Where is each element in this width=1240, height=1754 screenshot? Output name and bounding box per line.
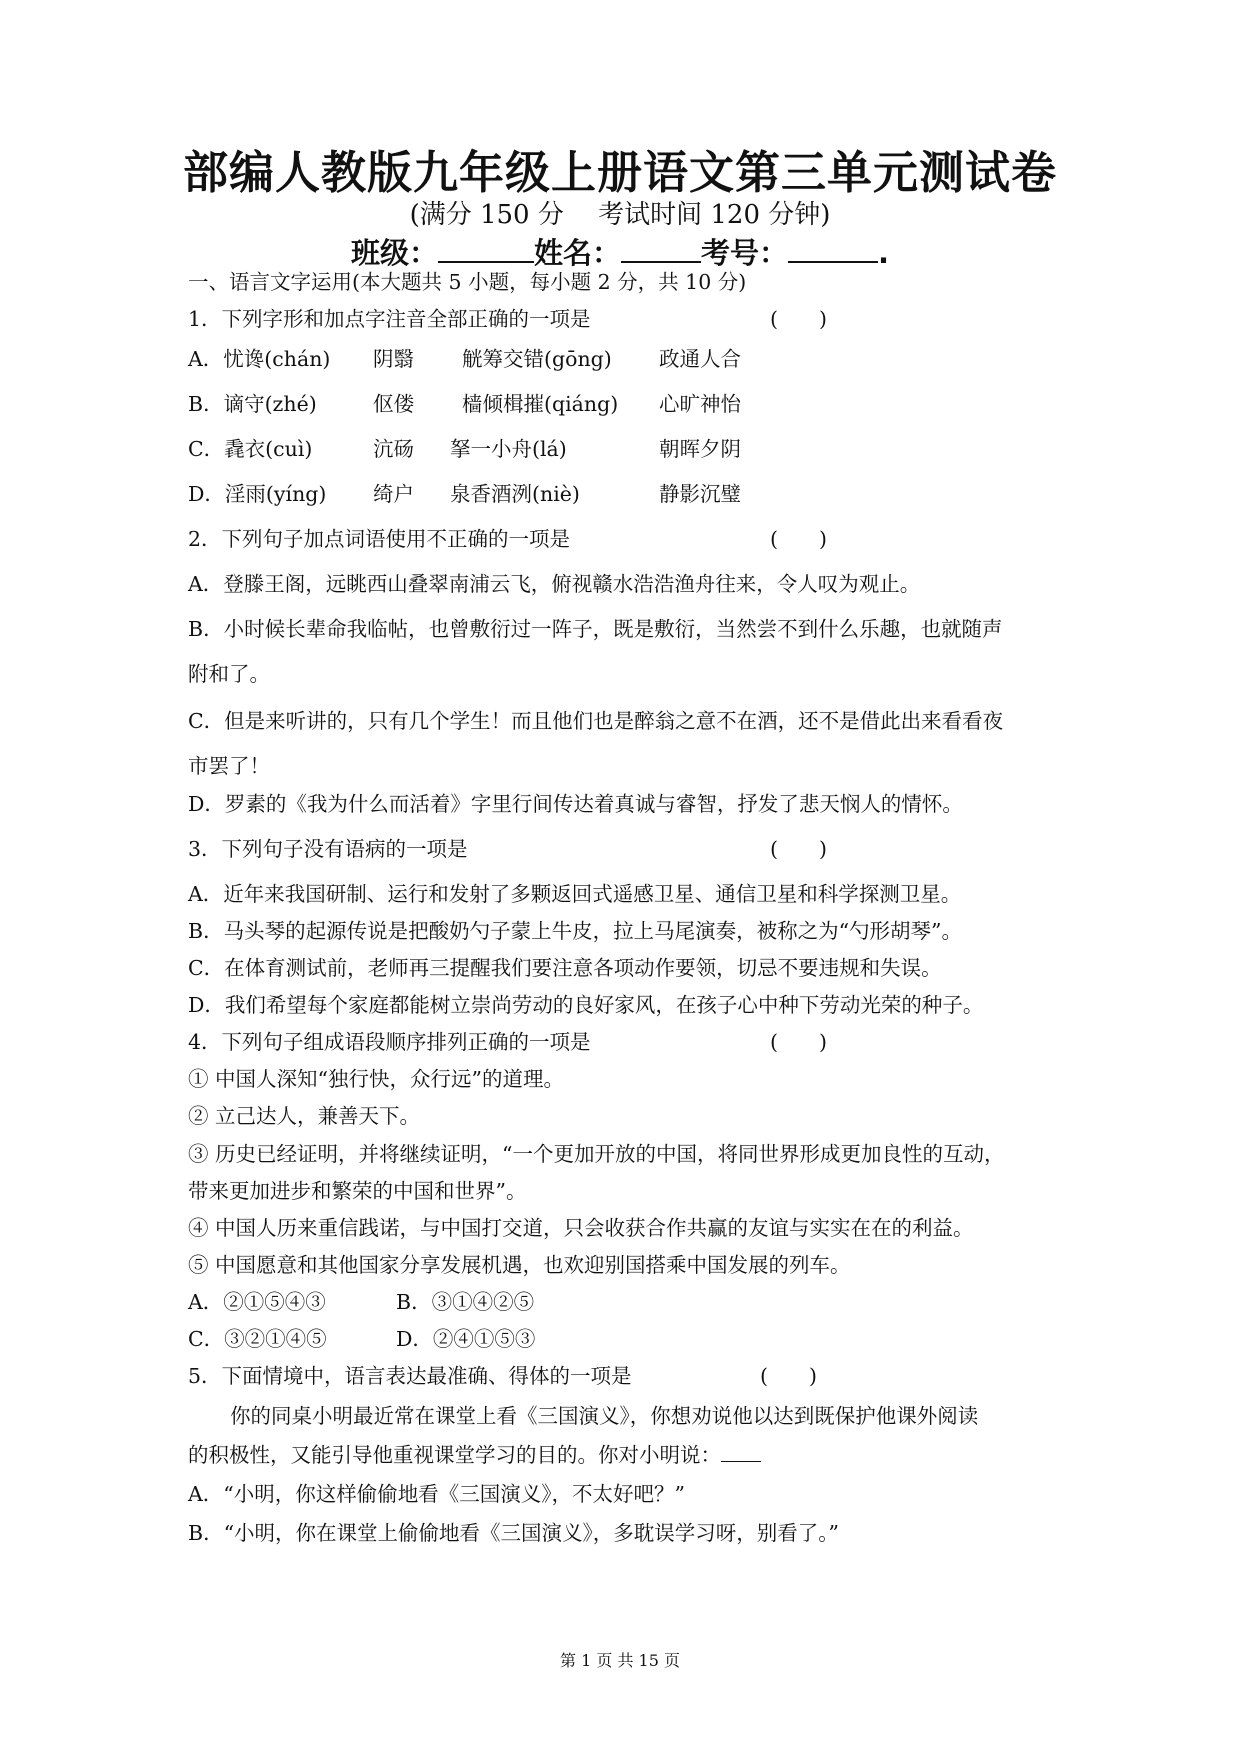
q3-option-c: C．在体育测试前，老师再三提醒我们要注意各项动作要领，切忌不要违规和失误。 xyxy=(188,956,942,980)
q4-sentence-3-line1: ③ 历史已经证明，并将继续证明，“一个更加开放的中国，将同世界形成更加良性的互动， xyxy=(188,1142,1005,1166)
q2-option-a: A．登滕王阁，远眺西山叠翠南浦云飞，俯视赣水浩浩渔舟往来，令人叹为观止。 xyxy=(188,572,921,596)
q4-answer-paren[interactable]: ( ) xyxy=(770,1030,827,1054)
page-footer: 第 1 页 共 15 页 xyxy=(560,1651,680,1670)
q1-a-col2: 阴翳 xyxy=(373,347,414,371)
q1-c-col4: 朝晖夕阴 xyxy=(659,437,741,461)
q5-stem: 5．下面情境中，语言表达最准确、得体的一项是 xyxy=(188,1364,632,1388)
class-blank[interactable] xyxy=(438,235,534,263)
q1-c-col2: 沆砀 xyxy=(373,437,414,461)
q1-c-col1: C．毳衣(cuì) xyxy=(188,437,313,461)
q1-c-col3: 拏一小舟(lá) xyxy=(450,437,567,461)
q4-option-b: B．③①④②⑤ xyxy=(396,1290,535,1314)
q4-sentence-1: ① 中国人深知“独行快，众行远”的道理。 xyxy=(188,1067,564,1091)
q2-answer-paren[interactable]: ( ) xyxy=(770,527,827,551)
q2-option-d: D．罗素的《我为什么而活着》字里行间传达着真诚与睿智，抒发了悲天悯人的情怀。 xyxy=(188,792,963,816)
student-info-line xyxy=(0,234,1240,272)
q1-a-col4: 政通人合 xyxy=(659,347,741,371)
q3-option-d: D．我们希望每个家庭都能树立崇尚劳动的良好家风，在孩子心中种下劳动光荣的种子。 xyxy=(188,993,984,1017)
q5-passage-line2 xyxy=(188,1441,761,1469)
q3-stem: 3．下列句子没有语病的一项是 xyxy=(188,837,468,861)
q1-b-col1: B．谪守(zhé) xyxy=(188,392,317,416)
q1-d-col2: 绮户 xyxy=(373,482,414,506)
q4-sentence-4: ④ 中国人历来重信践诺，与中国打交道，只会收获合作共赢的友谊与实实在在的利益。 xyxy=(188,1216,974,1240)
section-heading: 一、语言文字运用(本大题共 5 小题，每小题 2 分，共 10 分) xyxy=(188,270,747,294)
q2-option-b-line1: B．小时候长辈命我临帖，也曾敷衍过一阵子，既是敷衍，当然尝不到什么乐趣，也就随声 xyxy=(188,617,1003,641)
q3-option-a: A．近年来我国研制、运行和发射了多颗返回式遥感卫星、通信卫星和科学探测卫星。 xyxy=(188,882,962,906)
q2-option-b-line2: 附和了。 xyxy=(188,662,270,686)
q4-option-a: A．②①⑤④③ xyxy=(188,1290,326,1314)
q5-passage-text: 的积极性，又能引导他重视课堂学习的目的。你对小明说： xyxy=(188,1443,721,1467)
q1-a-col1: A．忧谗(chán) xyxy=(188,347,331,371)
q5-answer-paren[interactable]: ( ) xyxy=(760,1364,817,1388)
q1-d-col4: 静影沉璧 xyxy=(659,482,741,506)
q3-option-b: B．马头琴的起源传说是把酸奶勺子蒙上牛皮，拉上马尾演奏，被称之为“勺形胡琴”。 xyxy=(188,919,963,943)
name-blank[interactable] xyxy=(621,235,701,263)
q3-answer-paren[interactable]: ( ) xyxy=(770,837,827,861)
q2-option-c-line2: 市罢了！ xyxy=(188,754,270,778)
q5-answer-blank[interactable] xyxy=(721,1443,761,1462)
q1-answer-paren[interactable]: ( ) xyxy=(770,307,827,331)
q1-b-col3: 樯倾楫摧(qiáng) xyxy=(462,392,619,416)
q5-option-a: A．“小明，你这样偷偷地看《三国演义》，不太好吧？” xyxy=(188,1482,686,1506)
page-title: 部编人教版九年级上册语文第三单元测试卷 xyxy=(182,146,1057,199)
q4-sentence-5: ⑤ 中国愿意和其他国家分享发展机遇，也欢迎别国搭乘中国发展的列车。 xyxy=(188,1253,851,1277)
q4-sentence-3-line2: 带来更加进步和繁荣的中国和世界”。 xyxy=(188,1179,527,1203)
q5-option-b: B．“小明，你在课堂上偷偷地看《三国演义》，多耽误学习呀，别看了。” xyxy=(188,1521,840,1545)
name-label: 姓名： xyxy=(533,236,621,270)
q1-a-col3: 觥筹交错(gōng) xyxy=(462,347,612,371)
class-label: 班级： xyxy=(350,236,438,270)
q5-passage-line1: 你的同桌小明最近常在课堂上看《三国演义》，你想劝说他以达到既保护他课外阅读 xyxy=(230,1404,979,1428)
q2-stem: 2．下列句子加点词语使用不正确的一项是 xyxy=(188,527,571,551)
page-subtitle: (满分 150 分 考试时间 120 分钟) xyxy=(409,200,831,230)
q4-stem: 4．下列句子组成语段顺序排列正确的一项是 xyxy=(188,1030,591,1054)
id-label: 考号： xyxy=(700,236,788,270)
q1-b-col4: 心旷神怡 xyxy=(659,392,741,416)
q1-b-col2: 伛偻 xyxy=(373,392,414,416)
info-end: . xyxy=(878,236,890,270)
q2-option-c-line1: C．但是来听讲的，只有几个学生！而且他们也是醉翁之意不在酒，还不是借此出来看看夜 xyxy=(188,709,1004,733)
q4-option-c: C．③②①④⑤ xyxy=(188,1327,327,1351)
q1-d-col1: D．淫雨(yíng) xyxy=(188,482,327,506)
q4-sentence-2: ② 立己达人，兼善天下。 xyxy=(188,1104,421,1128)
q1-d-col3: 泉香酒洌(niè) xyxy=(450,482,580,506)
q4-option-d: D．②④①⑤③ xyxy=(396,1327,536,1351)
id-blank[interactable] xyxy=(788,235,878,263)
q1-stem: 1．下列字形和加点字注音全部正确的一项是 xyxy=(188,307,591,331)
